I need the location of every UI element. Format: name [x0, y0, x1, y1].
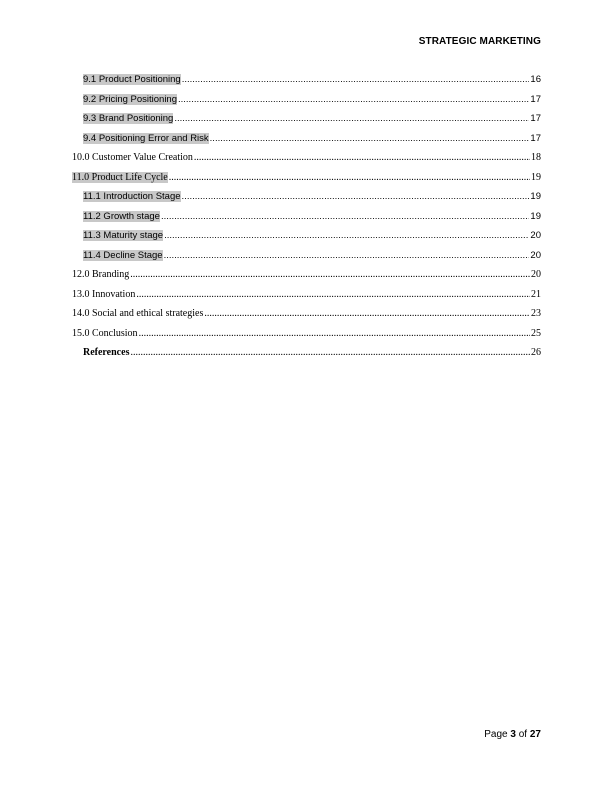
- table-of-contents: [72, 70, 541, 363]
- toc-dot-leader: [139, 328, 530, 339]
- toc-entry-page: 20: [530, 249, 541, 261]
- toc-entry-label: 11.2 Growth stage: [83, 210, 160, 222]
- running-header: STRATEGIC MARKETING: [418, 36, 541, 47]
- toc-entry-label: 13.0 Innovation: [72, 288, 136, 300]
- toc-entry-12-0[interactable]: [72, 265, 541, 285]
- toc-entry-page: 20: [530, 230, 541, 242]
- toc-dot-leader: [130, 269, 530, 280]
- toc-entry-label: 11.4 Decline Stage: [83, 249, 163, 261]
- toc-entry-page: 17: [530, 113, 541, 125]
- toc-entry-label: 14.0 Social and ethical strategies: [72, 308, 204, 320]
- toc-entry-page: 20: [531, 269, 541, 281]
- page-number-footer: [484, 729, 541, 740]
- toc-entry-label: 11.3 Maturity stage: [83, 230, 164, 242]
- toc-entry-14-0[interactable]: [72, 304, 541, 324]
- toc-dot-leader: [169, 172, 530, 183]
- toc-entry-page: 26: [531, 347, 541, 359]
- toc-entry-15-0[interactable]: [72, 324, 541, 344]
- toc-dot-leader: [164, 250, 530, 261]
- toc-dot-leader: [136, 289, 530, 300]
- toc-entry-label: 9.1 Product Positioning: [83, 74, 181, 86]
- toc-entry-label: References: [83, 347, 130, 359]
- toc-entry-label: 15.0 Conclusion: [72, 327, 138, 339]
- toc-dot-leader: [182, 74, 530, 85]
- toc-entry-label: 9.3 Brand Positioning: [83, 113, 174, 125]
- toc-entry-page: 19: [530, 210, 541, 222]
- toc-dot-leader: [178, 94, 529, 105]
- toc-entry-label: 11.0 Product Life Cycle: [72, 171, 168, 183]
- toc-dot-leader: [161, 211, 529, 222]
- toc-entry-page: 25: [531, 327, 541, 339]
- toc-entry-9-4[interactable]: [72, 129, 541, 149]
- toc-entry-page: 19: [530, 191, 541, 203]
- toc-entry-9-2[interactable]: [72, 90, 541, 110]
- toc-entry-label: 10.0 Customer Value Creation: [72, 152, 193, 164]
- toc-dot-leader: [130, 347, 530, 358]
- toc-entry-11-3[interactable]: [72, 226, 541, 246]
- toc-entry-page: 17: [530, 132, 541, 144]
- toc-entry-label: 12.0 Branding: [72, 269, 130, 281]
- toc-entry-10-0[interactable]: [72, 148, 541, 168]
- toc-entry-page: 16: [530, 74, 541, 86]
- toc-entry-13-0[interactable]: [72, 285, 541, 305]
- toc-dot-leader: [194, 152, 530, 163]
- toc-entry-page: 19: [531, 171, 541, 183]
- total-pages-number: 27: [529, 729, 541, 740]
- toc-entry-page: 23: [531, 308, 541, 320]
- toc-entry-label: 11.1 Introduction Stage: [83, 191, 181, 203]
- toc-entry-page: 21: [531, 288, 541, 300]
- toc-dot-leader: [174, 113, 529, 124]
- current-page-number: 3: [510, 729, 516, 740]
- toc-entry-11-2[interactable]: [72, 207, 541, 227]
- toc-entry-11-1[interactable]: [72, 187, 541, 207]
- page-prefix: Page: [484, 729, 508, 740]
- toc-entry-label: 9.2 Pricing Positioning: [83, 93, 177, 105]
- toc-entry-label: 9.4 Positioning Error and Risk: [83, 132, 209, 144]
- toc-entry-11-0[interactable]: [72, 168, 541, 188]
- toc-entry-references[interactable]: [72, 343, 541, 363]
- of-label: of: [518, 729, 528, 740]
- toc-dot-leader: [182, 191, 530, 202]
- toc-entry-9-1[interactable]: [72, 70, 541, 90]
- toc-entry-page: 18: [531, 152, 541, 164]
- toc-dot-leader: [164, 230, 529, 241]
- toc-dot-leader: [204, 308, 530, 319]
- toc-entry-9-3[interactable]: [72, 109, 541, 129]
- toc-entry-page: 17: [530, 93, 541, 105]
- toc-dot-leader: [210, 133, 530, 144]
- toc-entry-11-4[interactable]: [72, 246, 541, 266]
